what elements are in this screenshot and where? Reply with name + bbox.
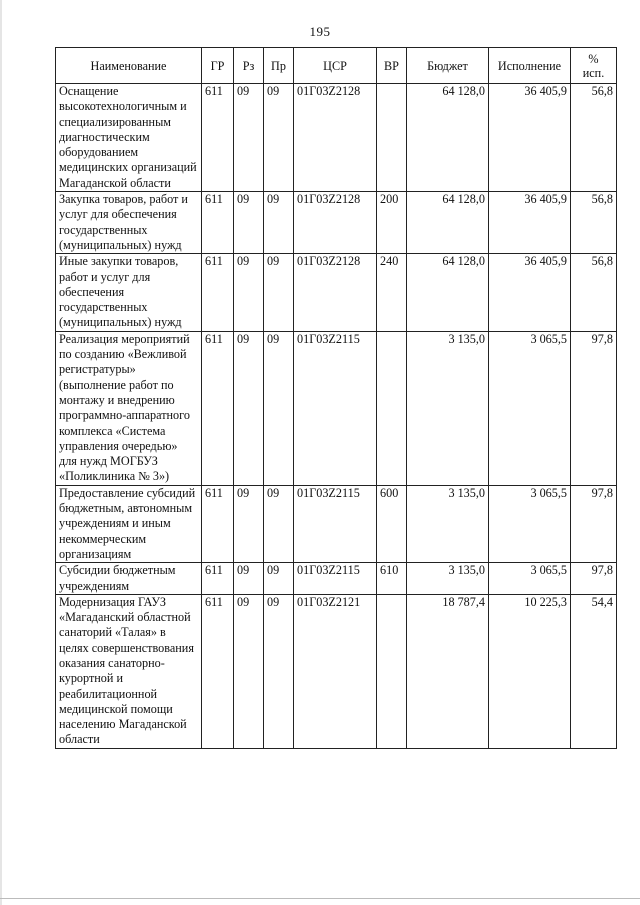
cell-budget: 3 135,0 [407,331,489,485]
cell-pr: 09 [264,192,294,254]
cell-execution: 36 405,9 [489,192,571,254]
cell-csr: 01Г03Z2128 [294,192,377,254]
cell-rz: 09 [234,594,264,748]
header-csr: ЦСР [294,48,377,84]
cell-name: Иные закупки товаров, работ и услуг для обеспечения государственных (муниципальных) нужд [56,254,202,331]
scan-edge [0,0,2,905]
cell-budget: 3 135,0 [407,485,489,562]
header-pct [571,48,617,84]
cell-name: Закупка товаров, работ и услуг для обеспечения государственных (муниципальных) нужд [56,192,202,254]
table-header-row [56,48,617,84]
table-row [56,563,617,595]
cell-name: Предоставление субсидий бюджетным, автономным учреждениям и иным некоммерческим организациям [56,485,202,562]
cell-vr: 610 [377,563,407,595]
header-pct-symbol: % [588,51,599,66]
cell-gr: 611 [202,254,234,331]
cell-name: Модернизация ГАУЗ «Магаданский областной санаторий «Талая» в целях совершенствования оказания санаторно-курортной и реабилитационной медицинской помощи населению Магаданской области [56,594,202,748]
cell-pr: 09 [264,254,294,331]
cell-rz: 09 [234,84,264,192]
cell-budget: 64 128,0 [407,84,489,192]
cell-rz: 09 [234,254,264,331]
cell-name: Реализация мероприятий по созданию «Вежливой регистратуры» (выполнение работ по монтажу и внедрению программно-аппаратного комплекса «Система управления очередью» для нужд МОГБУЗ «Поликлиника № 3») [56,331,202,485]
cell-csr: 01Г03Z2115 [294,331,377,485]
cell-pr: 09 [264,485,294,562]
cell-execution: 3 065,5 [489,331,571,485]
table-row [56,485,617,562]
cell-gr: 611 [202,594,234,748]
cell-pct: 56,8 [571,84,617,192]
header-pct-label: исп. [582,65,605,80]
table-row [56,594,617,748]
header-rz: Рз [234,48,264,84]
table-row [56,254,617,331]
cell-rz: 09 [234,331,264,485]
table-row [56,192,617,254]
cell-csr: 01Г03Z2128 [294,84,377,192]
cell-budget: 3 135,0 [407,563,489,595]
cell-budget: 64 128,0 [407,254,489,331]
header-name: Наименование [56,48,202,84]
header-execution: Исполнение [489,48,571,84]
cell-pr: 09 [264,563,294,595]
table-row [56,331,617,485]
cell-pct: 56,8 [571,192,617,254]
cell-vr [377,331,407,485]
cell-budget: 18 787,4 [407,594,489,748]
cell-rz: 09 [234,192,264,254]
cell-execution: 10 225,3 [489,594,571,748]
cell-pct: 56,8 [571,254,617,331]
cell-vr: 600 [377,485,407,562]
cell-gr: 611 [202,331,234,485]
cell-gr: 611 [202,84,234,192]
cell-gr: 611 [202,563,234,595]
cell-pr: 09 [264,331,294,485]
cell-execution: 3 065,5 [489,485,571,562]
cell-name: Субсидии бюджетным учреждениям [56,563,202,595]
cell-name: Оснащение высокотехнологичным и специализированным диагностическим оборудованием медицинских организаций Магаданской области [56,84,202,192]
cell-pct: 97,8 [571,563,617,595]
cell-execution: 3 065,5 [489,563,571,595]
cell-vr [377,594,407,748]
cell-budget: 64 128,0 [407,192,489,254]
cell-vr: 200 [377,192,407,254]
header-vr: ВР [377,48,407,84]
cell-execution: 36 405,9 [489,254,571,331]
cell-execution: 36 405,9 [489,84,571,192]
page-number: 195 [309,24,331,39]
cell-gr: 611 [202,485,234,562]
header-gr: ГР [202,48,234,84]
cell-rz: 09 [234,485,264,562]
table-row [56,84,617,192]
cell-rz: 09 [234,563,264,595]
cell-gr: 611 [202,192,234,254]
cell-csr: 01Г03Z2128 [294,254,377,331]
page-bottom-edge [0,898,640,899]
cell-pct: 97,8 [571,331,617,485]
cell-csr: 01Г03Z2115 [294,563,377,595]
cell-pct: 97,8 [571,485,617,562]
cell-pct: 54,4 [571,594,617,748]
header-budget: Бюджет [407,48,489,84]
budget-execution-table [55,47,617,749]
cell-csr: 01Г03Z2121 [294,594,377,748]
cell-pr: 09 [264,84,294,192]
cell-pr: 09 [264,594,294,748]
header-pr: Пр [264,48,294,84]
cell-vr: 240 [377,254,407,331]
cell-csr: 01Г03Z2115 [294,485,377,562]
cell-vr [377,84,407,192]
